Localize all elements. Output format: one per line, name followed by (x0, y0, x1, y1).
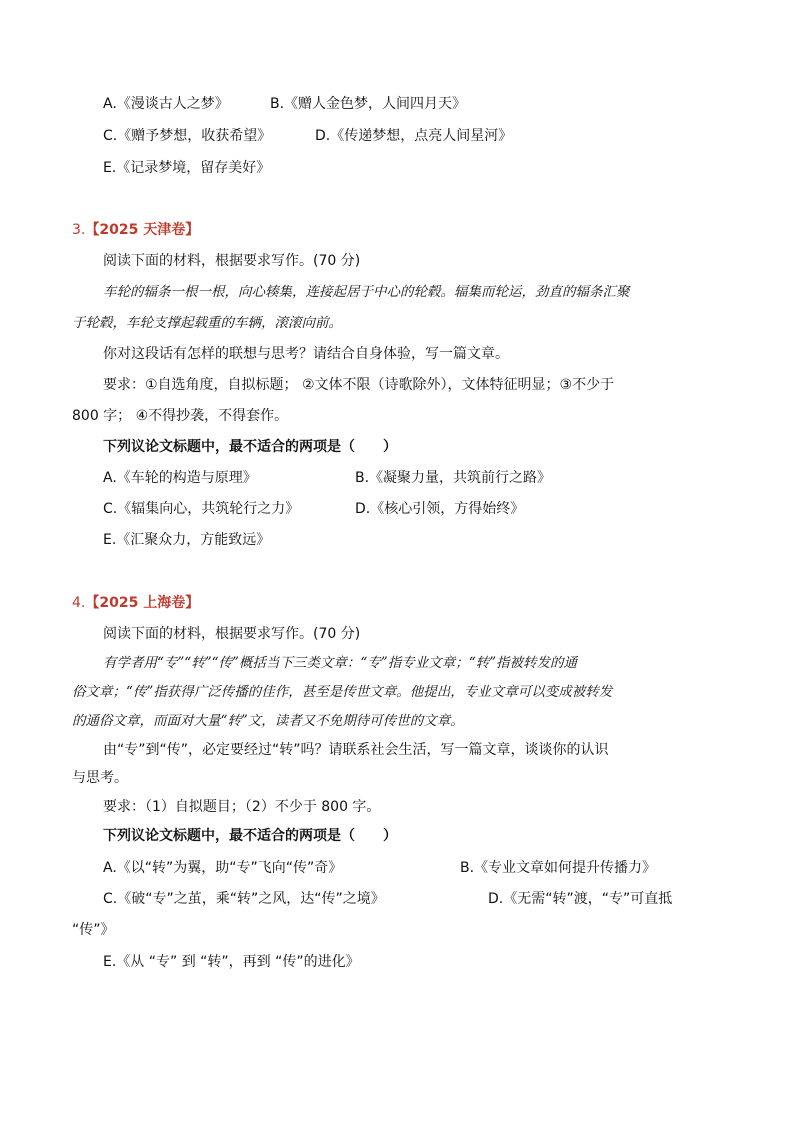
q3-option-b: B.《凝聚力量，共筑前行之路》 (355, 470, 552, 486)
q4-material-line-3: 的通俗文章，而面对大量“转”文，读者又不免期待可传世的文章。 (72, 713, 464, 729)
q4-material-line-2: 俗文章；“传”指获得广泛传播的佳作，甚至是传世文章。他提出，专业文章可以变成被转发 (72, 684, 613, 700)
q3-prompt: 你对这段话有怎样的联想与思考？请结合自身体验，写一篇文章。 (103, 346, 509, 362)
q3-option-e: E.《汇聚众力，方能致远》 (103, 532, 271, 548)
q4-option-d: D.《无需“转”渡，“专”可直抵 (488, 891, 673, 907)
q3-header (72, 220, 199, 240)
q4-material-line-1: 有学者用“专”“转”“传”概括当下三类文章：“专”指专业文章；“转”指被转发的通 (103, 655, 578, 671)
q4-option-b: B.《专业文章如何提升传播力》 (460, 860, 657, 876)
q2-option-b: B.《赠人金色梦，人间四月天》 (270, 96, 467, 112)
q4-source: 【2025 上海卷】 (85, 595, 200, 611)
q3-material-line-1: 车轮的辐条一根一根，向心辏集，连接起居于中心的轮毂。辐集而轮运，劲直的辐条汇聚 (103, 284, 630, 300)
q4-question: 下列议论文标题中，最不适合的两项是（ ） (103, 828, 397, 844)
q4-instruction: 阅读下面的材料，根据要求写作。(70 分) (103, 626, 361, 642)
q2-option-c: C.《赠予梦想，收获希望》 (103, 128, 272, 144)
q3-instruction: 阅读下面的材料，根据要求写作。(70 分) (103, 253, 361, 269)
q3-requirements-line-2: 800 字； ④不得抄袭，不得套作。 (72, 408, 289, 424)
q4-prompt-line-2: 与思考。 (72, 770, 128, 786)
q3-question: 下列议论文标题中，最不适合的两项是（ ） (103, 439, 397, 455)
q3-material-line-2: 于轮毂，车轮支撑起载重的车辆，滚滚向前。 (72, 315, 342, 331)
q4-number: 4. (72, 595, 86, 611)
q4-option-a: A.《以“转”为翼，助“专”飞向“传”奇》 (103, 860, 343, 876)
q3-option-c: C.《辐集向心，共筑轮行之力》 (103, 501, 300, 517)
q3-option-d: D.《核心引领，方得始终》 (355, 501, 525, 517)
q4-option-e: E.《从 “专” 到 “转”，再到 “传”的进化》 (103, 954, 360, 970)
q2-option-e: E.《记录梦境，留存美好》 (103, 160, 271, 176)
q3-number: 3. (72, 222, 86, 238)
q3-requirements-line-1: 要求：①自选角度，自拟标题； ②文体不限（诗歌除外），文体特征明显；③不少于 (103, 377, 615, 393)
q2-option-d: D.《传递梦想，点亮人间星河》 (315, 128, 513, 144)
q2-option-a: A.《漫谈古人之梦》 (103, 96, 229, 112)
q3-option-a: A.《车轮的构造与原理》 (103, 470, 257, 486)
q4-header (72, 593, 199, 613)
q4-option-c: C.《破“专”之茧，乘“转”之风，达“传”之境》 (103, 891, 385, 907)
q4-prompt-line-1: 由“专”到“传”，必定要经过“转”吗？请联系社会生活，写一篇文章，谈谈你的认识 (103, 742, 609, 758)
q3-source: 【2025 天津卷】 (85, 222, 200, 238)
q4-requirements: 要求：（1）自拟题目；（2）不少于 800 字。 (103, 799, 381, 815)
q4-option-d-continued: “传”》 (72, 922, 115, 938)
